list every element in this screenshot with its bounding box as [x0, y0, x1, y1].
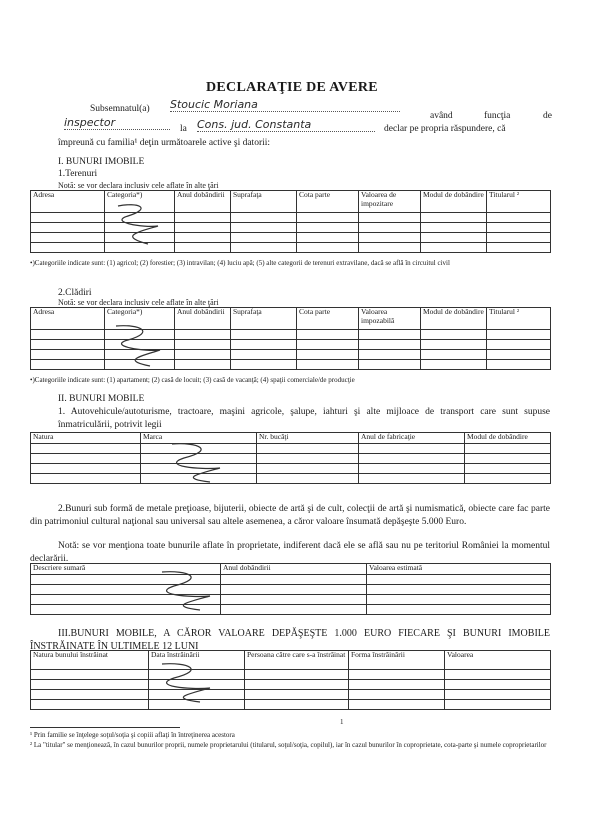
col-header: Titularul ² [487, 308, 551, 330]
declar-text: declar pe propria răspundere, că [384, 124, 506, 134]
table-row [31, 700, 551, 710]
col-header: Modul de dobândire [465, 433, 551, 444]
col-header: Anul dobândirii [175, 191, 231, 213]
page-number: 1 [340, 718, 344, 726]
subsemnatul-label: Subsemnatul(a) [90, 104, 150, 114]
footnote-divider [30, 727, 180, 728]
col-header: Anul dobândirii [221, 564, 367, 575]
table-row [31, 575, 551, 585]
strike-through-mark [140, 568, 230, 613]
terenuri-footnote: •)Categoriile indicate sunt: (1) agricol; (2) forestier; (3) intravilan; (4) luciu apă; (5) alte categorii de terenuri extravilane, dacă se află în circuitul civil [30, 259, 450, 267]
table-row [31, 444, 551, 454]
cladiri-heading: 2.Clădiri [58, 288, 92, 298]
footnote-1: ¹ Prin familie se înţelege soţul/soţia şi copiii aflaţi în întreţinerea acestora [30, 731, 235, 739]
valuables-note: Notă: se vor menţiona toate bunurile aflate în proprietate, indiferent dacă ele se află sau nu pe teritoriul României la momentul declarării. [30, 541, 550, 564]
declarant-name: Stoucic Moriana [170, 98, 400, 112]
col-header: Valoarea impozabilă [359, 308, 421, 330]
de-label: de [543, 111, 552, 121]
table-row [31, 474, 551, 484]
col-header: Anul dobândirii [175, 308, 231, 330]
col-header: Modul de dobândire [421, 308, 487, 330]
valuables-text: 2.Bunuri sub formă de metale preţioase, bijuterii, obiecte de artă şi de cult, colecţii de artă şi numismatică, obiecte care fac parte din patrimoniul cultural naţional sau universal sau altele asemenea, a căror valoare însumată depăşeşte 5.000 Euro. [30, 504, 550, 527]
col-header: Adresa [31, 308, 105, 330]
col-header: Persoana către care s-a înstrăinat [245, 651, 349, 670]
table-row [31, 464, 551, 474]
cladiri-note: Notă: se vor declara inclusiv cele aflate în alte ţări [58, 298, 219, 307]
col-header: Modul de dobândire [421, 191, 487, 213]
col-header: Valoarea estimată [367, 564, 551, 575]
declarant-function: inspector [64, 116, 170, 130]
alienated-table [30, 650, 551, 710]
table-row [31, 595, 551, 605]
section1-heading: I. BUNURI IMOBILE [58, 157, 145, 167]
table-row [31, 454, 551, 464]
table-row [31, 670, 551, 680]
section2-heading: II. BUNURI MOBILE [58, 394, 145, 404]
document-title: DECLARAŢIE DE AVERE [206, 80, 378, 95]
valuables-table [30, 563, 551, 615]
col-header: Cota parte [297, 191, 359, 213]
table-row [31, 690, 551, 700]
terenuri-heading: 1.Terenuri [58, 169, 98, 179]
col-header: Forma înstrăinării [349, 651, 445, 670]
cladiri-footnote: •)Categoriile indicate sunt: (1) apartament; (2) casă de locuit; (3) casă de vacanţă; (4) spaţii comerciale/de producţie [30, 376, 355, 384]
strike-through-mark [98, 200, 178, 250]
strike-through-mark [98, 322, 178, 372]
col-header: Valoarea [445, 651, 551, 670]
col-header: Natura bunului înstrăinat [31, 651, 149, 670]
declarant-institution: Cons. jud. Constanta [197, 118, 375, 132]
section3-heading: III.BUNURI MOBILE, A CĂROR VALOARE DEPĂŞEŞTE 1.000 EURO FIECARE ŞI BUNURI IMOBILE ÎNSTRĂINATE ÎN ULTIMELE 12 LUNI [30, 628, 550, 652]
terenuri-note: Notă: se vor declara inclusiv cele aflate în alte ţări [58, 181, 219, 190]
col-header: Suprafaţa [231, 308, 297, 330]
col-header: Data înstrăinării [149, 651, 245, 670]
footnote-2: ² La "titular" se menţionează, în cazul bunurilor proprii, numele proprietarului (titularul, soţul/soţia, copilul), iar în cazul bunurilor în coproprietate, cota-parte şi numele coproprietarilor [30, 741, 547, 749]
col-header: Descriere sumară [31, 564, 221, 575]
col-header: Categoria*) [105, 308, 175, 330]
vehicles-text: 1. Autovehicule/autoturisme, tractoare, maşini agricole, şalupe, iahturi şi alte mijloace de transport care sunt supuse înmatriculării, potrivit legii [58, 407, 550, 430]
strike-through-mark [150, 440, 240, 485]
col-header: Categoria*) [105, 191, 175, 213]
la-label: la [180, 124, 187, 134]
strike-through-mark [140, 660, 230, 705]
col-header: Marca [141, 433, 257, 444]
table-row [31, 605, 551, 615]
avand-label: având [430, 111, 453, 121]
col-header: Titularul ² [487, 191, 551, 213]
intro-line-2: împreună cu familia¹ deţin următoarele active şi datorii: [58, 138, 271, 148]
col-header: Suprafaţa [231, 191, 297, 213]
col-header: Valoarea de impozitare [359, 191, 421, 213]
vehicles-table [30, 432, 551, 484]
table-row [31, 585, 551, 595]
col-header: Adresa [31, 191, 105, 213]
col-header: Cota parte [297, 308, 359, 330]
col-header: Anul de fabricaţie [359, 433, 465, 444]
table-row [31, 680, 551, 690]
col-header: Natura [31, 433, 141, 444]
functia-label: funcţia [484, 111, 511, 121]
col-header: Nr. bucăţi [257, 433, 359, 444]
